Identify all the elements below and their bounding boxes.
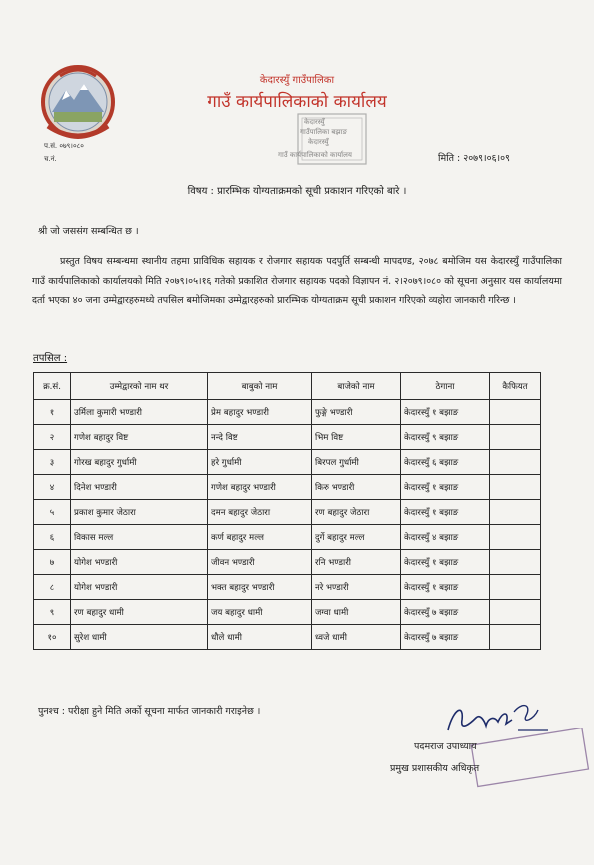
candidate-name-cell: गणेश बहादुर विष्ट xyxy=(71,425,208,450)
table-row xyxy=(34,525,541,550)
column-header-remarks: कैफियत xyxy=(490,373,541,400)
serial-cell: १० xyxy=(34,625,71,650)
grandfather-name-cell: नरे भण्डारी xyxy=(312,575,401,600)
serial-cell: ७ xyxy=(34,550,71,575)
salutation: श्री जो जससंग सम्बन्धित छ । xyxy=(38,226,139,237)
address-cell: केदारस्युँ ७ बझाङ xyxy=(401,600,490,625)
serial-cell: ४ xyxy=(34,475,71,500)
candidate-name-cell: दिनेश भण्डारी xyxy=(71,475,208,500)
letter-date xyxy=(438,151,510,164)
table-header-row xyxy=(34,373,541,400)
candidate-name-cell: रण बहादुर धामी xyxy=(71,600,208,625)
remarks-cell xyxy=(490,475,541,500)
address-cell: केदारस्युँ १ बझाङ xyxy=(401,550,490,575)
address-cell: केदारस्युँ १ बझाङ xyxy=(401,475,490,500)
column-header-serial: क्र.सं. xyxy=(34,373,71,400)
grandfather-name-cell: किरु भण्डारी xyxy=(312,475,401,500)
father-name-cell: हरे गुर्धामी xyxy=(208,450,312,475)
candidate-name-cell: प्रकाश कुमार जेठारा xyxy=(71,500,208,525)
seal-text-line-3: केदारस्युँ xyxy=(308,138,329,146)
father-name-cell: जीवन भण्डारी xyxy=(208,550,312,575)
table-row xyxy=(34,600,541,625)
table-row xyxy=(34,575,541,600)
candidate-name-cell: योगेश भण्डारी xyxy=(71,575,208,600)
signatory-name: पदमराज उपाध्याय xyxy=(414,741,477,752)
candidate-name-cell: गोरख बहादुर गुर्धामी xyxy=(71,450,208,475)
grandfather-name-cell: रण बहादुर जेठारा xyxy=(312,500,401,525)
candidate-name-cell: विकास मल्ल xyxy=(71,525,208,550)
postscript-note: पुनश्च : परीक्षा हुने मिति अर्को सूचना मार्फत जानकारी गराइनेछ । xyxy=(38,706,261,717)
serial-cell: १ xyxy=(34,400,71,425)
address-cell: केदारस्युँ ६ बझाङ xyxy=(401,450,490,475)
candidate-name-cell: उर्मिला कुमारी भण्डारी xyxy=(71,400,208,425)
table-row xyxy=(34,625,541,650)
serial-cell: ५ xyxy=(34,500,71,525)
remarks-cell xyxy=(490,525,541,550)
father-name-cell: नन्दे विष्ट xyxy=(208,425,312,450)
serial-cell: ६ xyxy=(34,525,71,550)
address-cell: केदारस्युँ १ बझाङ xyxy=(401,500,490,525)
office-name: गाउँ कार्यपालिकाको कार्यालय xyxy=(207,92,387,112)
dispatch-number: च.नं. xyxy=(44,155,57,163)
grandfather-name-cell: दुर्गे बहादुर मल्ल xyxy=(312,525,401,550)
date-value: २०७९।०६।०९ xyxy=(463,153,511,164)
father-name-cell: कर्ण बहादुर मल्ल xyxy=(208,525,312,550)
seal-text-line-1: केदारस्युँ xyxy=(304,118,325,126)
address-cell: केदारस्युँ ४ बझाङ xyxy=(401,525,490,550)
father-name-cell: जय बहादुर धामी xyxy=(208,600,312,625)
table-body xyxy=(34,400,541,650)
table-row xyxy=(34,500,541,525)
father-name-cell: धौले धामी xyxy=(208,625,312,650)
details-heading: तपसिल : xyxy=(33,353,68,364)
serial-cell: २ xyxy=(34,425,71,450)
address-cell: केदारस्युँ १ बझाङ xyxy=(401,575,490,600)
remarks-cell xyxy=(490,550,541,575)
table-row xyxy=(34,450,541,475)
column-header-grandfather-name: बाजेको नाम xyxy=(312,373,401,400)
remarks-cell xyxy=(490,425,541,450)
column-header-candidate-name: उम्मेद्वारको नाम थर xyxy=(71,373,208,400)
address-cell: केदारस्युँ ९ बझाङ xyxy=(401,425,490,450)
column-header-address: ठेगाना xyxy=(401,373,490,400)
signatory-title: प्रमुख प्रशासकीय अधिकृत xyxy=(390,763,480,774)
candidate-name-cell: सुरेश धामी xyxy=(71,625,208,650)
seal-text-line-4: गाउँ कार्यपालिकाको कार्यालय xyxy=(278,151,352,159)
father-name-cell: भक्त बहादुर भण्डारी xyxy=(208,575,312,600)
remarks-cell xyxy=(490,625,541,650)
register-number: प.सं. ०७९।०८० xyxy=(44,142,84,150)
grandfather-name-cell: बिरपल गुर्धामी xyxy=(312,450,401,475)
letter-subject: विषय : प्रारम्भिक योग्यताक्रमको सूची प्रकाशन गरिएको बारे । xyxy=(187,186,407,197)
grandfather-name-cell: जग्वा धामी xyxy=(312,600,401,625)
municipality-name: केदारस्युँ गाउँपालिका xyxy=(259,75,335,86)
father-name-cell: दमन बहादुर जेठारा xyxy=(208,500,312,525)
grandfather-name-cell: फुङ्गे भण्डारी xyxy=(312,400,401,425)
remarks-cell xyxy=(490,600,541,625)
grandfather-name-cell: ध्वजे धामी xyxy=(312,625,401,650)
remarks-cell xyxy=(490,400,541,425)
address-cell: केदारस्युँ १ बझाङ xyxy=(401,400,490,425)
grandfather-name-cell: भिम विष्ट xyxy=(312,425,401,450)
father-name-cell: गणेश बहादुर भण्डारी xyxy=(208,475,312,500)
remarks-cell xyxy=(490,575,541,600)
officer-name-stamp xyxy=(470,728,590,788)
serial-cell: ८ xyxy=(34,575,71,600)
grandfather-name-cell: रनि भण्डारी xyxy=(312,550,401,575)
remarks-cell xyxy=(490,500,541,525)
serial-cell: ९ xyxy=(34,600,71,625)
remarks-cell xyxy=(490,450,541,475)
column-header-father-name: बाबुको नाम xyxy=(208,373,312,400)
candidate-list-table xyxy=(33,372,541,650)
table-row xyxy=(34,475,541,500)
serial-cell: ३ xyxy=(34,450,71,475)
seal-text-line-2: गाउँपालिका बझाङ xyxy=(300,128,347,136)
date-label: मिति : xyxy=(438,153,461,164)
letter-body: प्रस्तुत विषय सम्बन्धमा स्थानीय तहमा प्राविधिक सहायक र रोजगार सहायक पदपुर्ति सम्बन्धी मापदण्ड, २०७८ बमोजिम यस केदारस्युँ गाउँपालिका गाउँ कार्यपालिकाको कार्यालयको मिति २०७९।०५।१६ गतेको प्रकाशित रोजगार सहायक पदको विज्ञापन नं. २।२०७९।०८० को सूचना अनुसार यस कार्यालयमा दर्ता भएका ४० जना उम्मेद्वारहरुमध्ये तपसिल बमोजिमका उम्मेद्वारहरुको प्रारम्भिक योग्यताक्रम सूची प्रकाशन गरिएको व्यहोरा जानकारी गरिन्छ । xyxy=(32,256,562,306)
table-row xyxy=(34,400,541,425)
table-row xyxy=(34,425,541,450)
candidate-name-cell: योगेश भण्डारी xyxy=(71,550,208,575)
address-cell: केदारस्युँ ७ बझाङ xyxy=(401,625,490,650)
table-row xyxy=(34,550,541,575)
father-name-cell: प्रेम बहादुर भण्डारी xyxy=(208,400,312,425)
